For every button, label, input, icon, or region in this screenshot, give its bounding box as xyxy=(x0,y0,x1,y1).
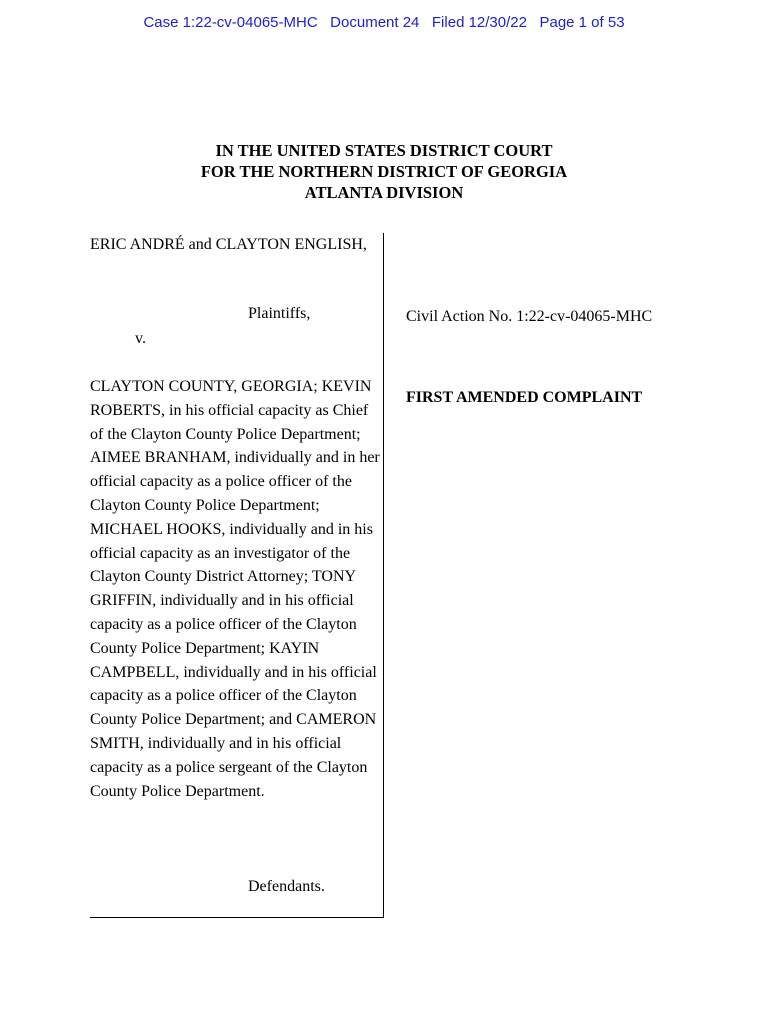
case-header-stamp: Case 1:22-cv-04065-MHC Document 24 Filed 12/30/22 Page 1 of 53 xyxy=(143,14,625,31)
versus-label: v. xyxy=(135,330,146,347)
defendant-names: CLAYTON COUNTY, GEORGIA; KEVIN ROBERTS, in his official capacity as Chief of the Clayton County Police Department; AIMEE BRANHAM, individually and in her official capacity as a police officer of the Clayton County Police Department; MICHAEL HOOKS, individually and in his official capacity as an investigator of the Clayton County District Attorney; TONY GRIFFIN, individually and in his official capacity as a police officer of the Clayton County Police Department; KAYIN CAMPBELL, individually and in his official capacity as a police officer of the Clayton County Police Department; and CAMERON SMITH, individually and in his official capacity as a police sergeant of the Clayton County Police Department. xyxy=(90,378,380,800)
plaintiffs-label: Plaintiffs, xyxy=(248,305,311,322)
civil-action-number: Civil Action No. 1:22-cv-04065-MHC xyxy=(406,308,653,325)
defendants-label: Defendants. xyxy=(248,878,325,895)
case-caption-box xyxy=(90,233,384,918)
court-line-1: IN THE UNITED STATES DISTRICT COURT xyxy=(215,141,553,160)
plaintiff-names: ERIC ANDRÉ and CLAYTON ENGLISH, xyxy=(90,236,367,253)
court-heading xyxy=(0,140,768,203)
court-line-2: FOR THE NORTHERN DISTRICT OF GEORGIA xyxy=(200,162,568,181)
document-title: FIRST AMENDED COMPLAINT xyxy=(406,389,643,406)
court-line-3: ATLANTA DIVISION xyxy=(304,183,464,202)
